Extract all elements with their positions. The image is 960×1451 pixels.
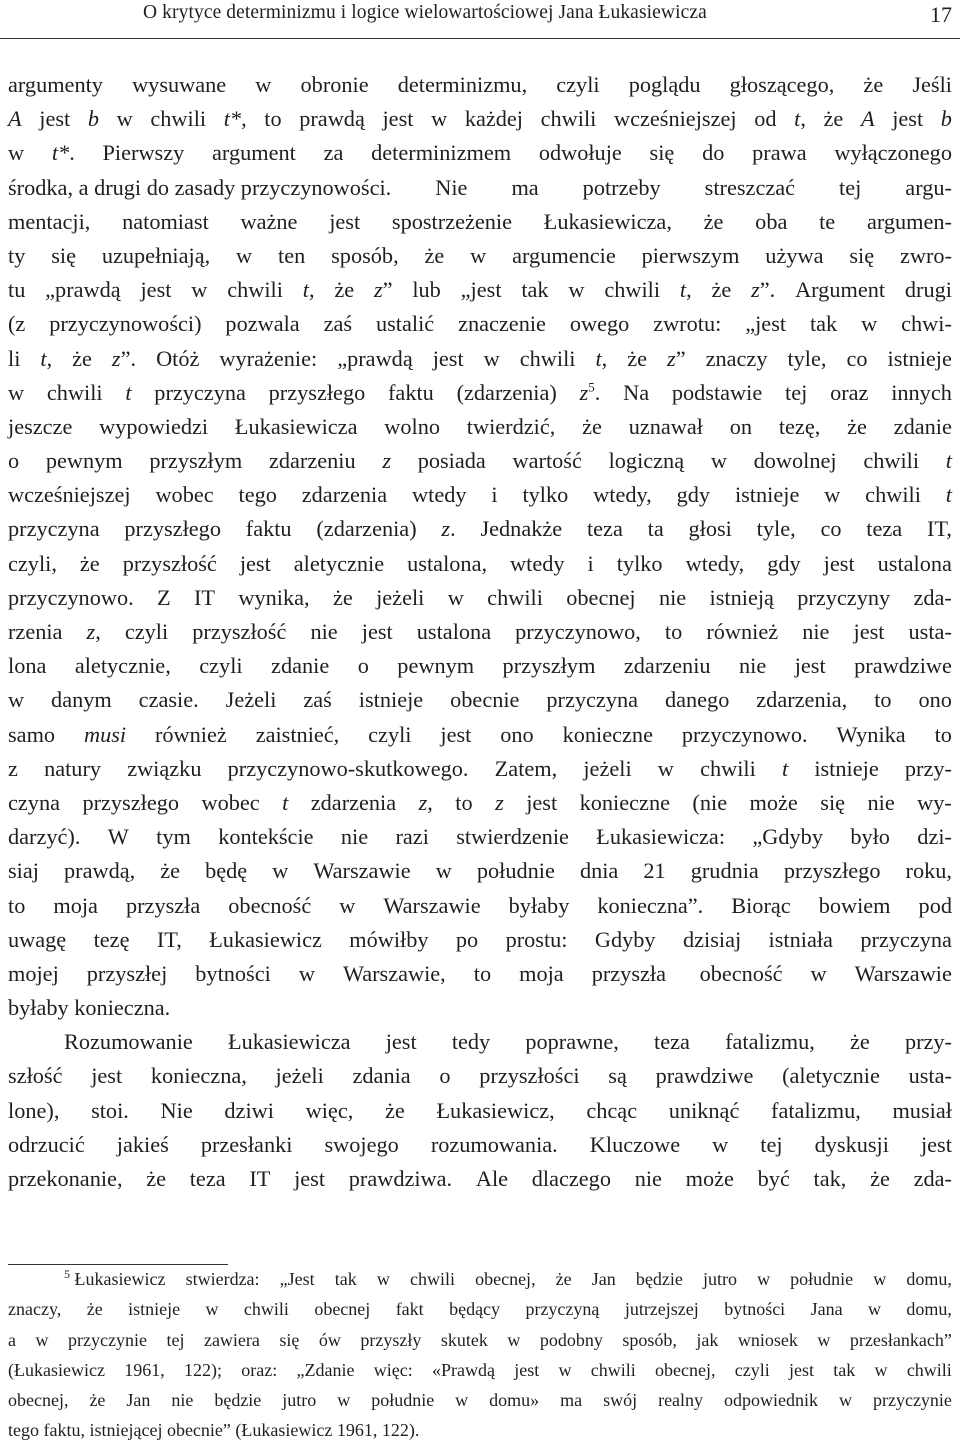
body-text xyxy=(8,72,952,1200)
page-number: 17 xyxy=(930,2,952,27)
footnote-line: obecnej, że Jan nie będzie jutro w południe w domu» ma swój realny odpowiednik w przyczynie xyxy=(8,1390,952,1411)
text-line: odrzucić jakieś przesłanki swojego rozumowania. Kluczowe w tej dyskusji jest xyxy=(8,1131,952,1157)
running-title: O krytyce determinizmu i logice wielowartościowej Jana Łukasiewicza xyxy=(143,2,707,23)
text-line: siaj prawdą, że będę w Warszawie w południe dnia 21 grudnia przyszłego roku, xyxy=(8,858,952,884)
text-line: A jest b w chwili t*, to prawdą jest w każdej chwili wcześniejszej od t, że A jest b xyxy=(8,106,952,132)
text-line: tu „prawdą jest w chwili t, że z” lub „jest tak w chwili t, że z”. Argument drugi xyxy=(8,277,952,303)
footnote-line: tego faktu, istniejącej obecnie” (Łukasiewicz 1961, 122). xyxy=(8,1420,420,1441)
text-line: byłaby konieczna. xyxy=(8,995,171,1021)
text-line: ty się uzupełniają, w ten sposób, że w argumencie pierwszym używa się zwro- xyxy=(8,242,952,268)
text-line: rzenia z, czyli przyszłość nie jest ustalona przyczynowo, to również nie jest usta- xyxy=(8,619,952,644)
text-line: uwagę tezę IT, Łukasiewicz mówiłby po prostu: Gdyby dzisiaj istniała przyczyna xyxy=(8,926,952,952)
text-line: o pewnym przyszłym zdarzeniu z posiada wartość logiczną w dowolnej chwili t xyxy=(8,448,952,474)
text-line: wcześniejszej wobec tego zdarzenia wtedy i tylko wtedy, gdy istnieje w chwili t xyxy=(8,482,952,508)
text-line: w danym czasie. Jeżeli zaś istnieje obecnie przyczyna danego zdarzenia, to ono xyxy=(8,687,952,713)
header-rule xyxy=(0,38,960,39)
text-line: darzyć). W tym kontekście nie razi stwierdzenie Łukasiewicza: „Gdyby było dzi- xyxy=(8,824,952,850)
text-line: środka, a drugi do zasady przyczynowości. Nie ma potrzeby streszczać tej argu- xyxy=(8,174,952,200)
footnotes xyxy=(8,1269,952,1451)
text-line: li t, że z”. Otóż wyrażenie: „prawdą jest w chwili t, że z” znaczy tyle, co istnieje xyxy=(8,345,952,371)
text-line: przekonanie, że teza IT jest prawdziwa. Ale dlaczego nie może być tak, że zda- xyxy=(8,1166,952,1191)
text-line: mentacji, natomiast ważne jest spostrzeżenie Łukasiewicza, że oba te argumen- xyxy=(8,208,952,234)
text-line: lone), stoi. Nie dziwi więc, że Łukasiewicz, chcąc uniknąć fatalizmu, musiał xyxy=(8,1097,952,1123)
text-line: samo musi również zaistnieć, czyli jest ono konieczne przyczynowo. Wynika to xyxy=(8,721,952,747)
running-header xyxy=(0,0,960,40)
text-line: w chwili t przyczyna przyszłego faktu (zdarzenia) $z^5$. Na podstawie tej oraz innych xyxy=(8,379,952,405)
text-line: jeszcze wypowiedzi Łukasiewicza wolno twierdzić, że uznawał on tezę, że zdanie xyxy=(8,413,952,439)
text-line: przyczyna przyszłego faktu (zdarzenia) z. Jednakże teza ta głosi tyle, co teza IT, xyxy=(8,516,952,542)
text-line: lona aletycznie, czyli zdanie o pewnym przyszłym zdarzeniu nie jest prawdziwe xyxy=(8,653,952,679)
text-line: szłość jest konieczna, jeżeli zdania o przyszłości są prawdziwe (aletycznie usta- xyxy=(8,1063,952,1089)
text-line: argumenty wysuwane w obronie determinizmu, czyli poglądu głoszącego, że Jeśli xyxy=(8,72,952,97)
footnote-line: $^5$ Łukasiewicz stwierdza: „Jest tak w chwili obecnej, że Jan będzie jutro w południe w domu, xyxy=(64,1267,952,1289)
text-line: mojej przyszłej bytności w Warszawie, to moja przyszła obecność w Warszawie xyxy=(8,960,952,986)
footnote-line: (Łukasiewicz 1961, 122); oraz: „Zdanie więc: «Prawdą jest w chwili obecnej, czyli jest tak w chwili xyxy=(8,1359,952,1380)
text-line: Rozumowanie Łukasiewicza jest tedy poprawne, teza fatalizmu, że przy- xyxy=(64,1029,952,1055)
text-line: czyli, że przyszłość jest aletycznie ustalona, wtedy i tylko wtedy, gdy jest ustalona xyxy=(8,550,952,576)
text-line: w t*. Pierwszy argument za determinizmem odwołuje się do prawa wyłączonego xyxy=(8,140,952,166)
text-line: z natury związku przyczynowo-skutkowego. Zatem, jeżeli w chwili t istnieje przy- xyxy=(8,755,952,781)
text-line: czyna przyszłego wobec t zdarzenia z, to z jest konieczne (nie może się nie wy- xyxy=(8,789,952,815)
footnote-line: a w przyczynie tej zawiera się ów przyszły skutek w podobny sposób, jak wniosek w przesłankach” xyxy=(8,1329,952,1350)
text-line: to moja przyszła obecność w Warszawie byłaby konieczna”. Biorąc bowiem pod xyxy=(8,892,952,918)
footnote-rule xyxy=(8,1264,228,1265)
text-line: (z przyczynowości) pozwala zaś ustalić znaczenie owego zwrotu: „jest tak w chwi- xyxy=(8,311,952,337)
text-line: przyczynowo. Z IT wynika, że jeżeli w chwili obecnej nie istnieją przyczyny zda- xyxy=(8,584,952,610)
footnote-line: znaczy, że istnieje w chwili obecnej fakt będący przyczyną jutrzejszej bytności Jana w domu, xyxy=(8,1299,952,1320)
